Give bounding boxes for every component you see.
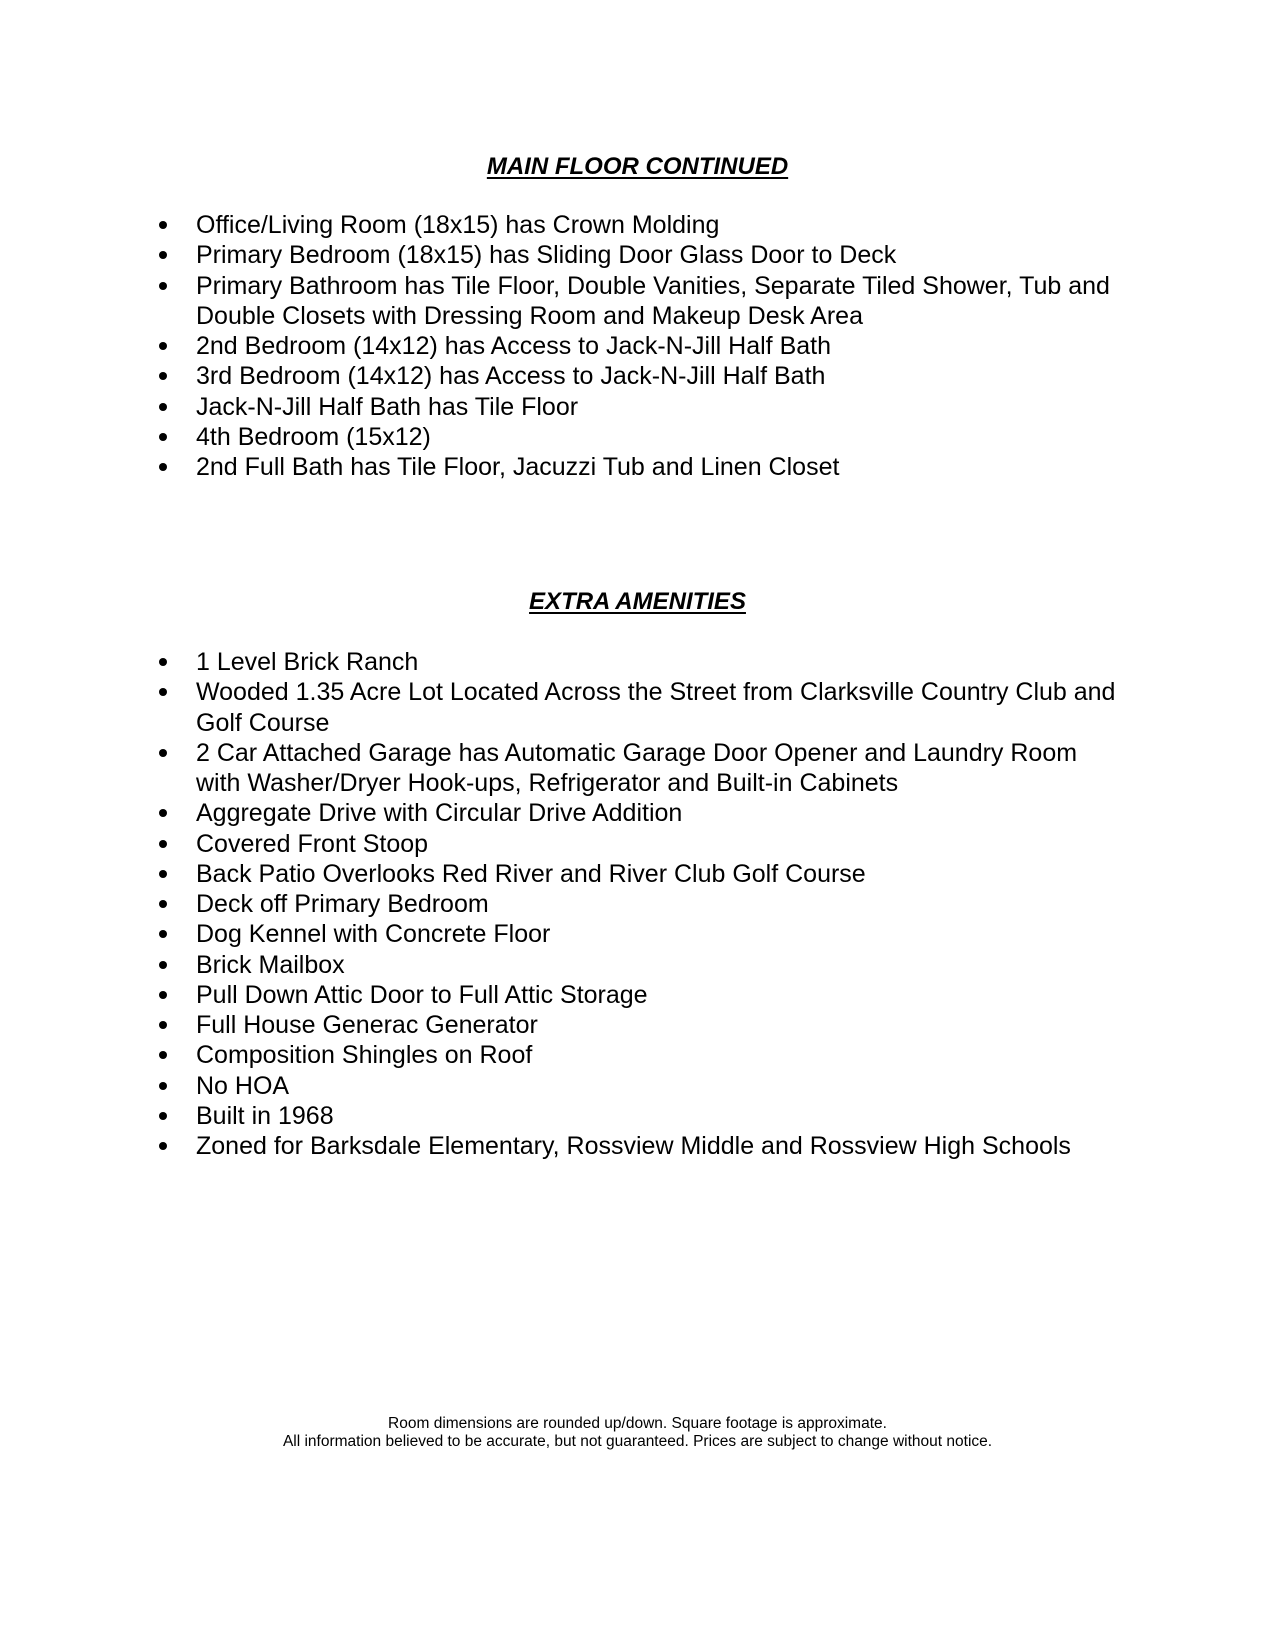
list-item-text: 1 Level Brick Ranch <box>196 648 419 676</box>
list-item-text: 2 Car Attached Garage has Automatic Garage Door Opener and Laundry Room with Washer/Dryer Hook-ups, Refrigerator and Built-in Cabinets <box>196 738 1078 797</box>
list-item-text: Primary Bathroom has Tile Floor, Double Vanities, Separate Tiled Shower, Tub and Double Closets with Dressing Room and Makeup Desk Area <box>196 271 1110 330</box>
list-item-text: Zoned for Barksdale Elementary, Rossview Middle and Rossview High Schools <box>196 1132 1071 1160</box>
section-heading-text: MAIN FLOOR CONTINUED <box>486 153 789 180</box>
list-item-text: Aggregate Drive with Circular Drive Addition <box>196 799 683 828</box>
list-item <box>196 950 1126 980</box>
list-item <box>196 980 1126 1010</box>
list-item-text: Back Patio Overlooks Red River and River Club Golf Course <box>196 859 866 888</box>
list-item-text: Wooded 1.35 Acre Lot Located Across the Street from Clarksville Country Club and Golf Course <box>196 678 1116 737</box>
list-item-text: 2nd Full Bath has Tile Floor, Jacuzzi Tub and Linen Closet <box>196 453 840 481</box>
list-item-text: 4th Bedroom (15x12) <box>196 422 431 451</box>
bullet-icon <box>159 372 167 380</box>
bullet-icon <box>159 900 167 908</box>
list-item <box>196 677 1126 738</box>
list-item <box>196 422 1126 452</box>
list-item-text: Pull Down Attic Door to Full Attic Storage <box>196 980 648 1009</box>
list-item <box>196 798 1126 828</box>
list-item <box>196 1071 1126 1101</box>
section-heading-main-floor <box>0 152 1275 182</box>
list-item <box>196 271 1126 332</box>
bullet-icon <box>159 961 167 969</box>
list-item <box>196 829 1126 859</box>
section-heading-text: EXTRA AMENITIES <box>529 588 746 615</box>
bullet-icon <box>159 749 167 757</box>
bullet-icon <box>159 870 167 878</box>
list-item-text: Jack-N-Jill Half Bath has Tile Floor <box>196 392 579 421</box>
list-item <box>196 1010 1126 1040</box>
bullet-icon <box>159 1142 167 1150</box>
list-item <box>196 361 1126 391</box>
list-item-text: 2nd Bedroom (14x12) has Access to Jack-N-Jill Half Bath <box>196 332 831 360</box>
list-item-text: Covered Front Stoop <box>196 829 429 858</box>
bullet-icon <box>159 1051 167 1059</box>
list-item-text: 3rd Bedroom (14x12) has Access to Jack-N-Jill Half Bath <box>196 362 826 391</box>
bullet-icon <box>159 342 167 350</box>
bullet-icon <box>159 221 167 229</box>
bullet-icon <box>159 433 167 441</box>
list-item <box>196 1101 1126 1131</box>
bullet-icon <box>159 403 167 411</box>
list-item-text: No HOA <box>196 1071 290 1100</box>
bullet-icon <box>159 1082 167 1090</box>
list-item <box>196 919 1126 949</box>
list-item-text: Dog Kennel with Concrete Floor <box>196 920 551 949</box>
disclaimer-line-2: All information believed to be accurate, but not guaranteed. Prices are subject to change without notice. <box>282 1433 993 1450</box>
list-item-text: Brick Mailbox <box>196 950 345 979</box>
bullet-icon <box>159 282 167 290</box>
main-floor-list <box>196 210 1126 482</box>
list-item <box>196 331 1126 361</box>
bullet-icon <box>159 688 167 696</box>
list-item <box>196 1131 1126 1161</box>
bullet-icon <box>159 840 167 848</box>
list-item <box>196 647 1126 677</box>
list-item-text: Full House Generac Generator <box>196 1011 538 1039</box>
extra-amenities-list <box>196 647 1126 1161</box>
bullet-icon <box>159 930 167 938</box>
list-item <box>196 392 1126 422</box>
list-item-text: Office/Living Room (18x15) has Crown Molding <box>196 211 720 239</box>
list-item <box>196 210 1126 240</box>
disclaimer-footer <box>0 1415 1275 1451</box>
section-heading-extra-amenities <box>0 587 1275 617</box>
list-item-text: Built in 1968 <box>196 1101 334 1130</box>
list-item <box>196 240 1126 270</box>
bullet-icon <box>159 251 167 259</box>
bullet-icon <box>159 991 167 999</box>
list-item-text: Primary Bedroom (18x15) has Sliding Door Glass Door to Deck <box>196 241 897 270</box>
list-item <box>196 452 1126 482</box>
list-item <box>196 738 1126 799</box>
bullet-icon <box>159 658 167 666</box>
list-item <box>196 889 1126 919</box>
bullet-icon <box>159 1112 167 1120</box>
list-item-text: Deck off Primary Bedroom <box>196 890 489 918</box>
list-item <box>196 859 1126 889</box>
list-item-text: Composition Shingles on Roof <box>196 1041 533 1070</box>
list-item <box>196 1040 1126 1070</box>
disclaimer-line-1: Room dimensions are rounded up/down. Square footage is approximate. <box>388 1415 887 1432</box>
bullet-icon <box>159 809 167 817</box>
bullet-icon <box>159 1021 167 1029</box>
bullet-icon <box>159 463 167 471</box>
